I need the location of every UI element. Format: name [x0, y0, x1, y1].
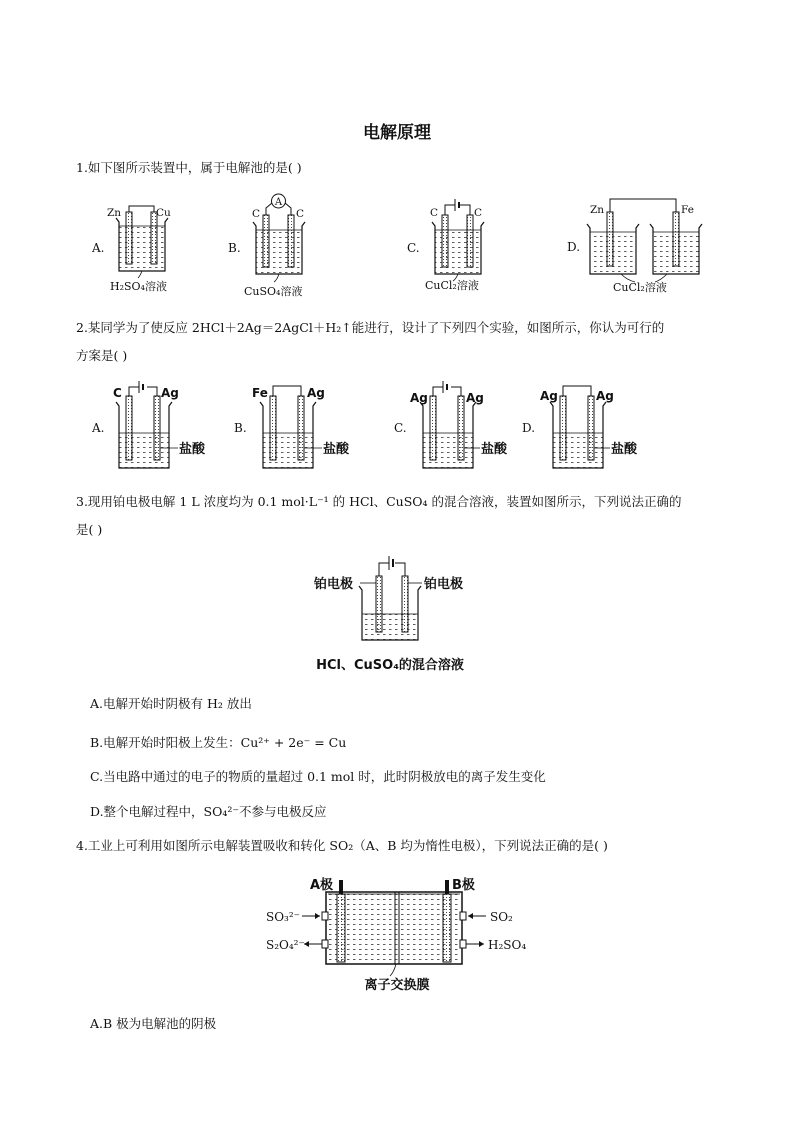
electrode-right [288, 215, 294, 267]
electrode-right [154, 396, 160, 460]
electrode-left [263, 215, 269, 267]
electrode-right-label: Cu [156, 207, 171, 219]
q1-option-b-figure [224, 190, 334, 300]
electrode-right-label: Ag [307, 386, 325, 400]
electrode-right-label: Ag [466, 391, 484, 405]
acid-label: 盐酸 [179, 442, 206, 457]
q2-stem-line2: 方案是( ) [76, 348, 128, 363]
electrode-left-label: Zn [107, 207, 122, 219]
electrode-left-label: Zn [590, 204, 605, 216]
membrane-label: 离子交换膜 [364, 978, 430, 993]
electrode-left [270, 396, 276, 460]
electrode-left [442, 215, 448, 267]
electrode-left-label: Ag [410, 391, 428, 405]
option-letter: C. [407, 241, 420, 255]
option-letter: A. [92, 421, 105, 435]
electrode-right-label: Ag [161, 386, 179, 400]
electrode-left-label: 铂电极 [314, 577, 354, 592]
q3-option-c: C.当电路中通过的电子的物质的量超过 0.1 mol 时，此时阴极放电的离子发生变化 [90, 769, 546, 784]
q3-stem-line1: 3.现用铂电极电解 1 L 浓度均为 0.1 mol·L⁻¹ 的 HCl、CuSO₄ 的混合溶液，装置如图所示，下列说法正确的 [76, 494, 682, 509]
q1-option-d-figure [563, 194, 723, 299]
electrode-left [430, 396, 436, 460]
electrode-right [151, 212, 157, 264]
electrode-left [126, 396, 132, 460]
q2-option-a-figure [88, 380, 218, 475]
electrode-left-label: Ag [540, 389, 558, 403]
q2-option-b-figure [232, 380, 362, 475]
q2-option-c-figure [392, 380, 522, 475]
electrode-right [458, 396, 464, 460]
option-letter: D. [522, 421, 536, 435]
electrode-left-label: C [252, 208, 261, 220]
q4-option-a: A.B 极为电解池的阴极 [90, 1016, 217, 1031]
acid-label: 盐酸 [323, 442, 350, 457]
electrode-left [126, 212, 132, 264]
q1-option-c-figure [403, 195, 513, 295]
q3-option-a: A.电解开始时阴极有 H₂ 放出 [90, 696, 252, 711]
q1-option-a-figure [88, 200, 198, 295]
option-letter: D. [567, 240, 581, 254]
q3-figure [310, 552, 490, 677]
q2-stem-line1: 2.某同学为了使反应 2HCl＋2Ag＝2AgCl＋H₂↑能进行，设计了下列四个实验，如图所示，你认为可行的 [76, 320, 665, 335]
acid-label: 盐酸 [611, 442, 638, 457]
inflow-left-label: SO₃²⁻ [266, 910, 301, 924]
q1-stem: 1.如下图所示装置中，属于电解池的是( ) [76, 160, 302, 175]
wire [273, 386, 301, 396]
solution-label: CuSO₄溶液 [244, 285, 303, 298]
outflow-left-label: S₂O₄²⁻ [266, 938, 305, 952]
electrode-a [337, 894, 345, 962]
electrode-left [607, 212, 613, 266]
electrode-right [402, 576, 408, 632]
electrode-right-label: C [296, 208, 305, 220]
option-letter: A. [92, 241, 105, 255]
electrode-right-label: Fe [681, 204, 694, 216]
electrode-right-label: C [474, 207, 483, 219]
q3-option-d: D.整个电解过程中，SO₄²⁻不参与电极反应 [90, 804, 327, 819]
q4-figure [262, 872, 552, 997]
electrode-left [376, 576, 382, 632]
wire [129, 206, 154, 212]
wire [610, 199, 676, 212]
electrode-b-label: B极 [452, 878, 475, 893]
electrode-right [298, 396, 304, 460]
electrode-a-label: A极 [310, 878, 334, 893]
q3-option-b: B.电解开始时阳极上发生：Cu²⁺ + 2e⁻ = Cu [90, 735, 347, 750]
page-title: 电解原理 [363, 123, 431, 143]
option-letter: B. [228, 241, 241, 255]
electrode-right-label: Ag [596, 389, 614, 403]
solution-label: H₂SO₄溶液 [110, 280, 167, 293]
q2-option-d-figure [522, 380, 652, 475]
option-letter: C. [394, 421, 407, 435]
q4-stem: 4.工业上可利用如图所示电解装置吸收和转化 SO₂（A、B 均为惰性电极），下列说法正确的是( ) [76, 838, 608, 853]
option-letter: B. [234, 421, 247, 435]
electrode-right [588, 396, 594, 460]
q3-stem-line2: 是( ) [76, 522, 103, 537]
electrode-left-label: C [430, 207, 439, 219]
acid-label: 盐酸 [481, 442, 508, 457]
electrode-b [443, 894, 451, 962]
electrode-left-label: Fe [252, 386, 268, 400]
electrode-left-label: C [113, 386, 122, 400]
electrode-right [673, 212, 679, 266]
outflow-right-label: H₂SO₄ [488, 938, 527, 952]
inflow-right-label: SO₂ [490, 910, 513, 924]
electrode-right-label: 铂电极 [424, 577, 464, 592]
solution-label: CuCl₂溶液 [425, 279, 479, 292]
electrode-right [467, 215, 473, 267]
electrode-left [560, 396, 566, 460]
wire [563, 386, 591, 396]
ammeter-label: A [274, 197, 283, 208]
solution-label: CuCl₂溶液 [613, 281, 667, 294]
solution-label: HCl、CuSO₄的混合溶液 [316, 658, 464, 673]
